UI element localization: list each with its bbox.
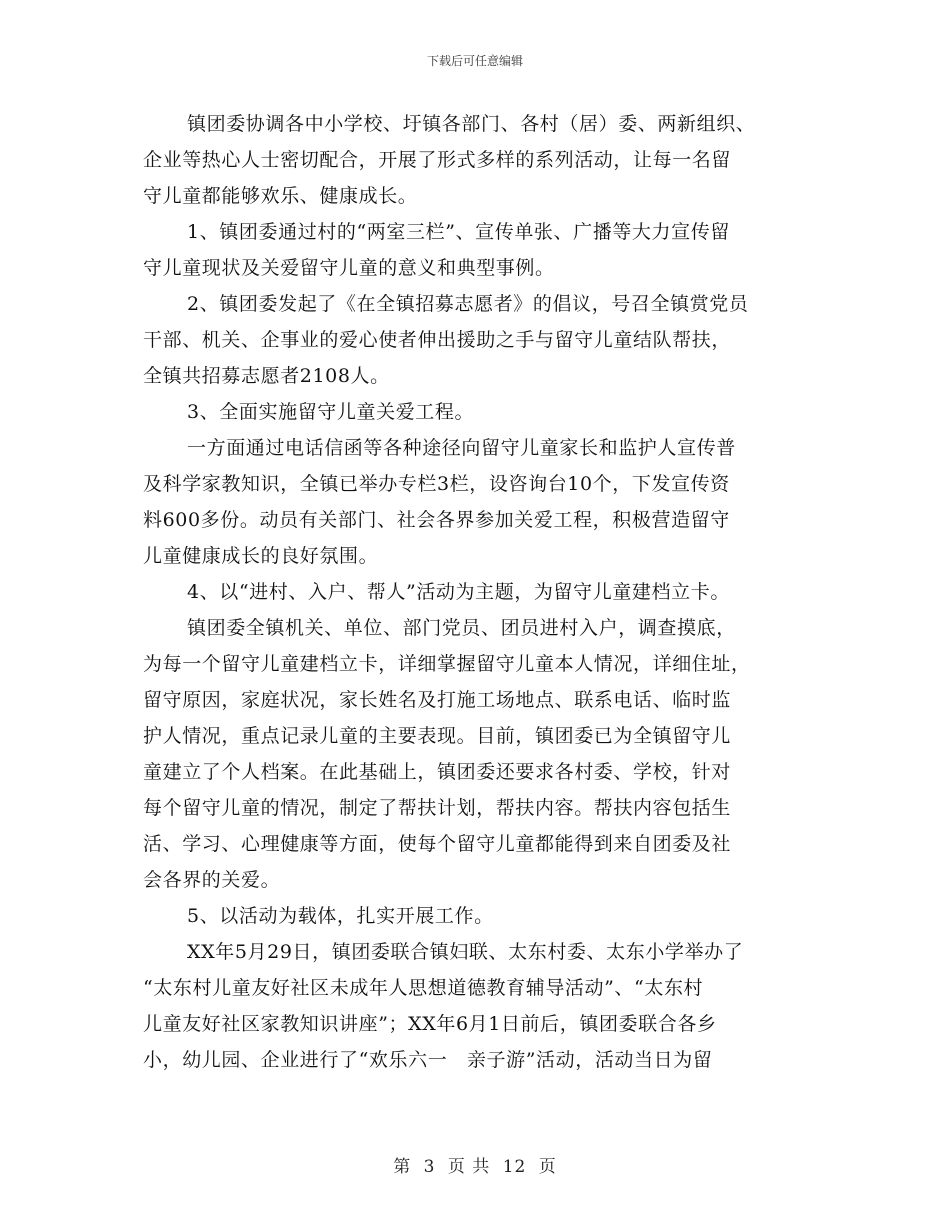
text-line: XX年5月29日，镇团委联合镇妇联、太东村委、太东小学举办了	[187, 941, 744, 963]
text-line: 料600多份。动员有关部门、社会各界参加关爱工程，积极营造留守	[143, 509, 730, 531]
text-line: 护人情况，重点记录儿童的主要表现。目前，镇团委已为全镇留守儿	[143, 725, 732, 747]
text-line: 一方面通过电话信函等各种途径向留守儿童家长和监护人宣传普	[187, 437, 736, 459]
page-header-note: 下载后可任意编辑	[426, 54, 523, 68]
text-line: 3、全面实施留守儿童关爱工程。	[187, 401, 475, 423]
text-line: 儿童健康成长的良好氛围。	[143, 545, 379, 567]
text-line: 镇团委协调各中小学校、圩镇各部门、各村（居）委、两新组织、	[187, 113, 756, 135]
text-line: 守儿童现状及关爱留守儿童的意义和典型事例。	[143, 257, 555, 279]
text-line: 4、以“进村、入户、帮人”活动为主题，为留守儿童建档立卡。	[187, 581, 730, 603]
text-line: 会各界的关爱。	[143, 869, 281, 891]
text-line: 及科学家教知识，全镇已举办专栏3栏，设咨询台10个，下发宣传资	[143, 473, 730, 495]
text-line: 企业等热心人士密切配合，开展了形式多样的系列活动，让每一名留	[143, 149, 732, 171]
text-line: 小，幼儿园、企业进行了“欢乐六一 亲子游”活动，活动当日为留	[143, 1049, 713, 1071]
text-line: 镇团委全镇机关、单位、部门党员、团员进村入户，调查摸底，	[187, 617, 736, 639]
text-line: 全镇共招募志愿者2108人。	[143, 365, 390, 387]
page-footer	[0, 1152, 950, 1177]
footer-middle: 页 共	[447, 1157, 491, 1177]
text-line: 留守原因，家庭状况，家长姓名及打施工场地点、联系电话、临时监	[143, 689, 732, 711]
text-line: 儿童友好社区家教知识讲座”；XX年6月1日前后，镇团委联合各乡	[143, 1013, 717, 1035]
text-line: 活、学习、心理健康等方面，使每个留守儿童都能得到来自团委及社	[143, 833, 732, 855]
document-body	[143, 106, 811, 1078]
text-line: 守儿童都能够欢乐、健康成长。	[143, 185, 418, 207]
text-line: “太东村儿童友好社区未成年人思想道德教育辅导活动”、“太东村	[143, 977, 704, 999]
text-line: 干部、机关、企事业的爱心使者伸出援助之手与留守儿童结队帮扶，	[143, 329, 732, 351]
footer-suffix: 页	[538, 1157, 557, 1177]
text-line: 每个留守儿童的情况，制定了帮扶计划，帮扶内容。帮扶内容包括生	[143, 797, 732, 819]
footer-prefix: 第	[393, 1157, 412, 1177]
total-page-number: 12	[502, 1157, 527, 1177]
text-line: 5、以活动为载体，扎实开展工作。	[187, 905, 494, 927]
current-page-number: 3	[423, 1157, 436, 1177]
text-line: 童建立了个人档案。在此基础上，镇团委还要求各村委、学校，针对	[143, 761, 732, 783]
text-line: 1、镇团委通过村的“两室三栏”、宣传单张、广播等大力宣传留	[187, 221, 730, 243]
text-line: 为每一个留守儿童建档立卡，详细掌握留守儿童本人情况，详细住址，	[143, 653, 751, 675]
text-line: 2、镇团委发起了《在全镇招募志愿者》的倡议，号召全镇赏党员	[187, 293, 749, 315]
